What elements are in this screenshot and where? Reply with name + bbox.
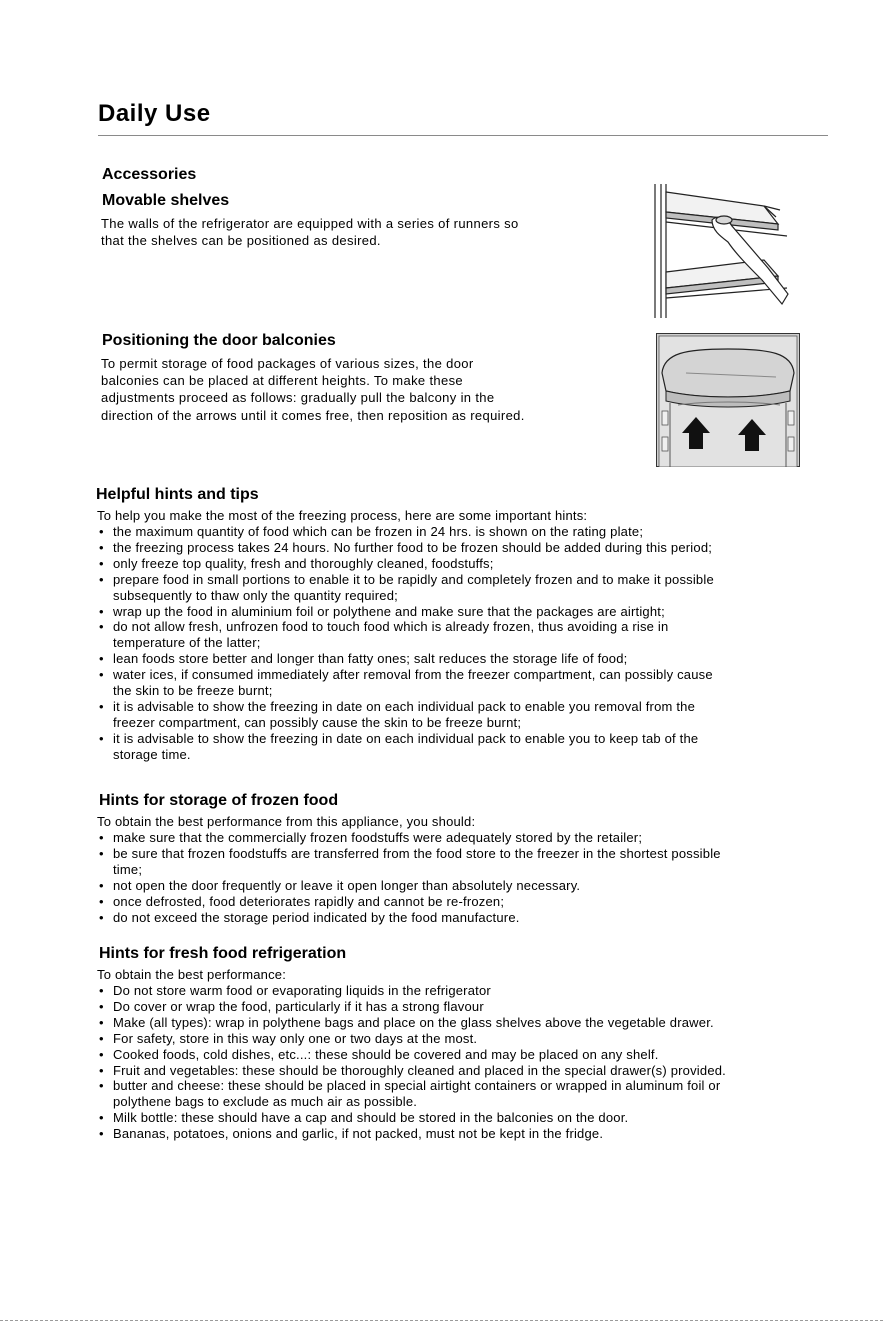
door-balconies-text <box>101 355 525 424</box>
list-item: • Fruit and vegetables: these should be thoroughly cleaned and placed in the special drawer(s) provided. <box>97 1063 726 1079</box>
text-line: balconies can be placed at different heights. To make these <box>101 373 464 389</box>
text-line: direction of the arrows until it comes free, then reposition as required. <box>101 407 525 423</box>
list-item: • Do cover or wrap the food, particularly if it has a strong flavour <box>97 999 726 1015</box>
list-item: • only freeze top quality, fresh and thoroughly cleaned, foodstuffs; <box>97 556 714 572</box>
list-item: • prepare food in small portions to enable it to be rapidly and completely frozen and to make it possible subsequently to thaw only the quantity required; <box>97 572 714 604</box>
list-item: • do not exceed the storage period indicated by the food manufacture. <box>97 910 721 926</box>
door-balconies-heading: Positioning the door balconies <box>102 332 336 349</box>
shelves-illustration <box>652 184 792 318</box>
balconies-illustration <box>656 333 800 467</box>
list-item: • wrap up the food in aluminium foil or polythene and make sure that the packages are airtight; <box>97 604 714 620</box>
frozen-food-heading: Hints for storage of frozen food <box>99 792 339 809</box>
movable-shelves-heading: Movable shelves <box>102 192 230 209</box>
page-bottom-edge <box>0 1320 883 1321</box>
list-item: • not open the door frequently or leave it open longer than absolutely necessary. <box>97 878 721 894</box>
title-rule <box>98 135 828 136</box>
fresh-food-list <box>97 983 726 1142</box>
list-item: • do not allow fresh, unfrozen food to touch food which is already frozen, thus avoiding a rise in temperature of the latter; <box>97 619 714 651</box>
helpful-hints-list <box>97 524 714 763</box>
helpful-hints-intro: To help you make the most of the freezing process, here are some important hints: <box>97 508 588 523</box>
text-line: To permit storage of food packages of various sizes, the door <box>101 356 474 371</box>
text-line: adjustments proceed as follows: gradually pull the balcony in the <box>101 390 495 406</box>
accessories-heading: Accessories <box>102 166 197 183</box>
page-title: Daily Use <box>98 100 211 127</box>
list-item: • Cooked foods, cold dishes, etc...: these should be covered and may be placed on any shelf. <box>97 1047 726 1063</box>
list-item: • it is advisable to show the freezing in date on each individual pack to enable you to keep tab of the storage time. <box>97 731 714 763</box>
list-item: • Make (all types): wrap in polythene bags and place on the glass shelves above the vegetable drawer. <box>97 1015 726 1031</box>
list-item: • make sure that the commercially frozen foodstuffs were adequately stored by the retailer; <box>97 830 721 846</box>
fresh-food-heading: Hints for fresh food refrigeration <box>99 945 347 962</box>
frozen-food-list <box>97 830 721 925</box>
list-item: • the freezing process takes 24 hours. No further food to be frozen should be added during this period; <box>97 540 714 556</box>
list-item: • water ices, if consumed immediately after removal from the freezer compartment, can possibly cause the skin to be freeze burnt; <box>97 667 714 699</box>
list-item: • be sure that frozen foodstuffs are transferred from the food store to the freezer in the shortest possible time; <box>97 846 721 878</box>
list-item: • butter and cheese: these should be placed in special airtight containers or wrapped in aluminum foil or polythene bags to exclude as much air as possible. <box>97 1078 726 1110</box>
list-item: • lean foods store better and longer than fatty ones; salt reduces the storage life of food; <box>97 651 714 667</box>
list-item: • Milk bottle: these should have a cap and should be stored in the balconies on the door. <box>97 1110 726 1126</box>
list-item: • Do not store warm food or evaporating liquids in the refrigerator <box>97 983 726 999</box>
text-line: that the shelves can be positioned as desired. <box>101 233 381 249</box>
list-item: • Bananas, potatoes, onions and garlic, if not packed, must not be kept in the fridge. <box>97 1126 726 1142</box>
list-item: • For safety, store in this way only one or two days at the most. <box>97 1031 726 1047</box>
fresh-food-intro: To obtain the best performance: <box>97 967 287 982</box>
helpful-hints-heading: Helpful hints and tips <box>96 486 259 503</box>
text-line: The walls of the refrigerator are equipped with a series of runners so <box>101 216 519 231</box>
list-item: • once defrosted, food deteriorates rapidly and cannot be re-frozen; <box>97 894 721 910</box>
list-item: • the maximum quantity of food which can be frozen in 24 hrs. is shown on the rating plate; <box>97 524 714 540</box>
list-item: • it is advisable to show the freezing in date on each individual pack to enable you removal from the freezer compartment, can possibly cause the skin to be freeze burnt; <box>97 699 714 731</box>
frozen-food-intro: To obtain the best performance from this appliance, you should: <box>97 814 476 829</box>
movable-shelves-text <box>101 215 519 249</box>
